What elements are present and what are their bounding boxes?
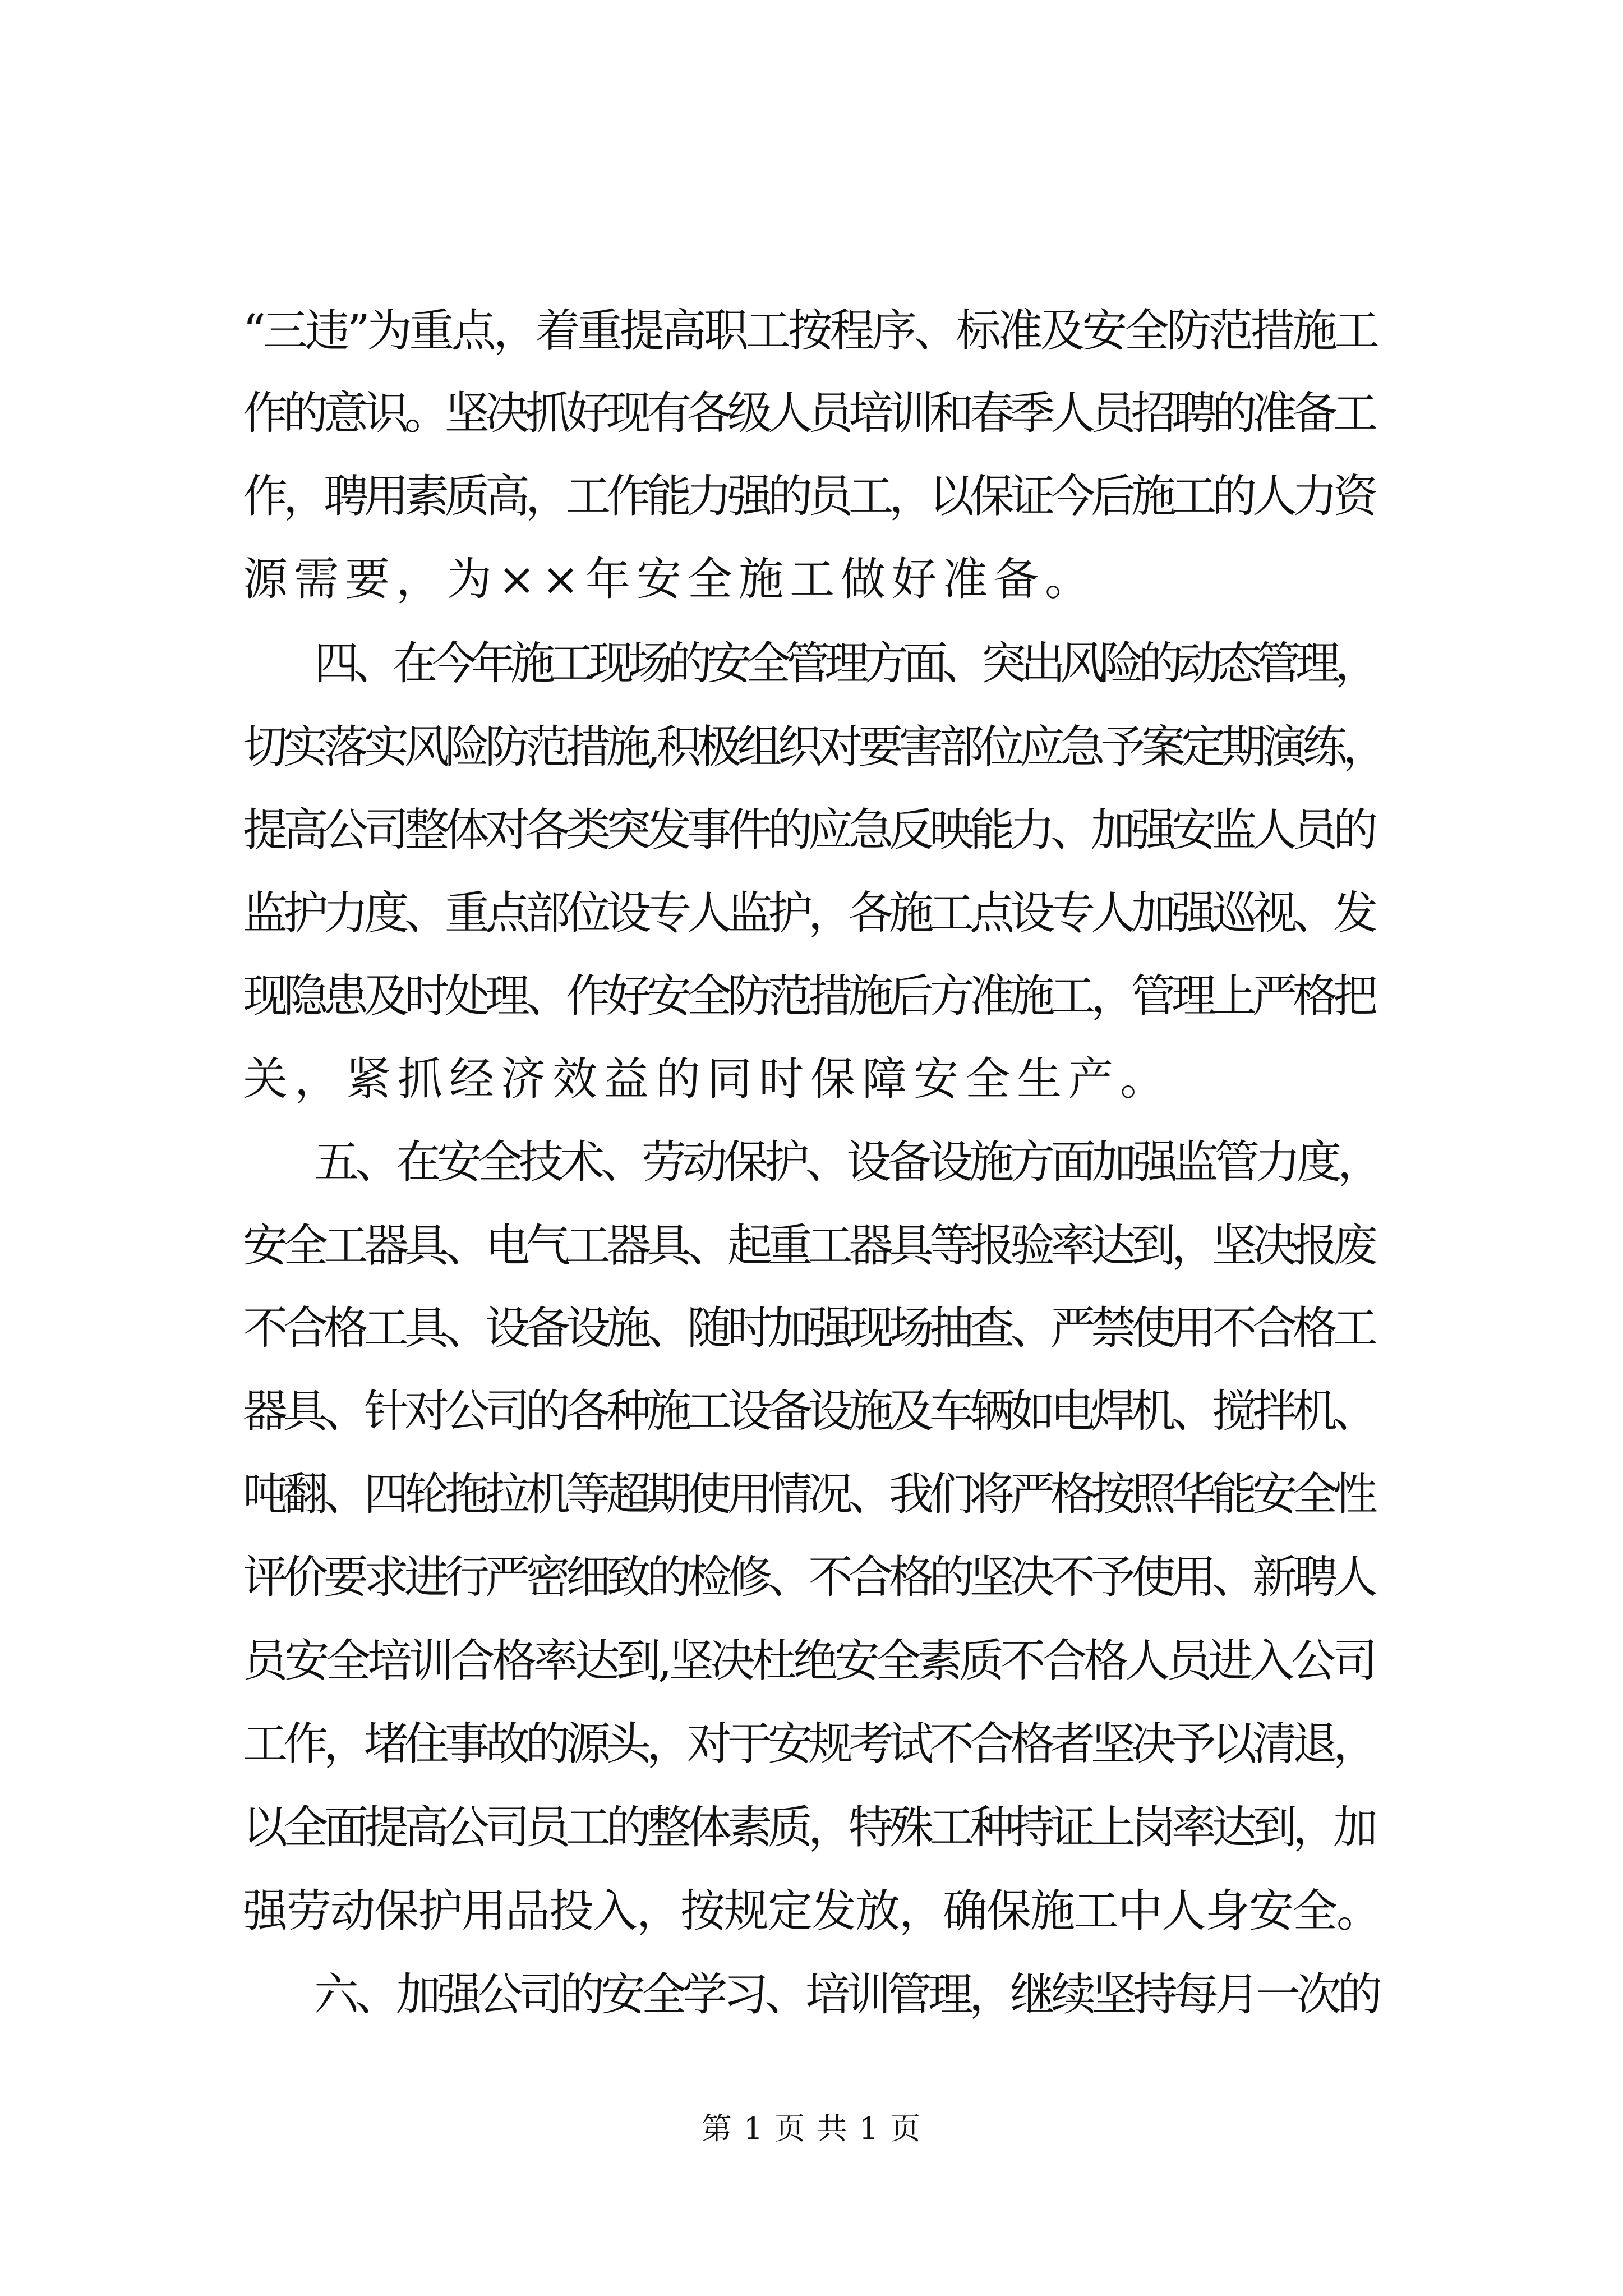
text-line: 现隐患及时处理、作好安全防范措施后方准施工，管理上严格把 (243, 970, 1373, 1022)
text-line: 关，紧抓经济效益的同时保障安全生产。 (243, 1053, 1172, 1105)
text-line: 源需要，为××年安全施工做好准备。 (243, 553, 1096, 605)
text-line: 强劳动保护用品投入，按规定发放，确保施工中人身安全。 (243, 1885, 1380, 1937)
text-line: 工作，堵住事故的源头，对于安规考试不合格者坚决予以清退， (243, 1718, 1373, 1770)
text-line: 监护力度、重点部位设专人监护，各施工点设专人加强巡视、发 (243, 887, 1373, 939)
text-line: 提高公司整体对各类突发事件的应急反映能力、加强安监人员的 (243, 804, 1373, 856)
page-number-footer: 第 1 页 共 1 页 (701, 2111, 922, 2146)
text-line: 评价要求进行严密细致的检修、不合格的坚决不予使用、新聘人 (243, 1551, 1373, 1603)
paragraph-start-line: 六、加强公司的安全学习、培训管理，继续坚持每月一次的 (314, 1968, 1378, 2021)
text-line: 员安全培训合格率达到,坚决杜绝安全素质不合格人员进入公司 (243, 1635, 1375, 1687)
text-line: 作，聘用素质高，工作能力强的员工，以保证今后施工的人力资 (243, 470, 1373, 522)
text-line: “三违”为重点，着重提高职工按程序、标准及安全防范措施工 (243, 305, 1377, 357)
text-line: 作的意识。坚决抓好现有各级人员培训和春季人员招聘的准备工 (243, 387, 1373, 439)
text-line: 不合格工具、设备设施、随时加强现场抽查、严禁使用不合格工 (243, 1302, 1373, 1354)
text-line: 器具、针对公司的各种施工设备设施及车辆如电焊机、搅拌机、 (243, 1385, 1373, 1437)
text-line: 安全工器具、电气工器具、起重工器具等报验率达到，坚决报废 (243, 1220, 1373, 1272)
paragraph-start-line: 四、在今年施工现场的安全管理方面、突出风险的动态管理， (314, 637, 1374, 689)
paragraph-start-line: 五、在安全技术、劳动保护、设备设施方面加强监管力度， (314, 1136, 1378, 1188)
text-line: 切实落实风险防范措施,积极组织对要害部位应急予案定期演练， (243, 721, 1384, 773)
text-line: 吨翻、四轮拖拉机等超期使用情况、我们将严格按照华能安全性 (243, 1468, 1373, 1520)
text-line: 以全面提高公司员工的整体素质，特殊工种持证上岗率达到，加 (243, 1801, 1373, 1853)
